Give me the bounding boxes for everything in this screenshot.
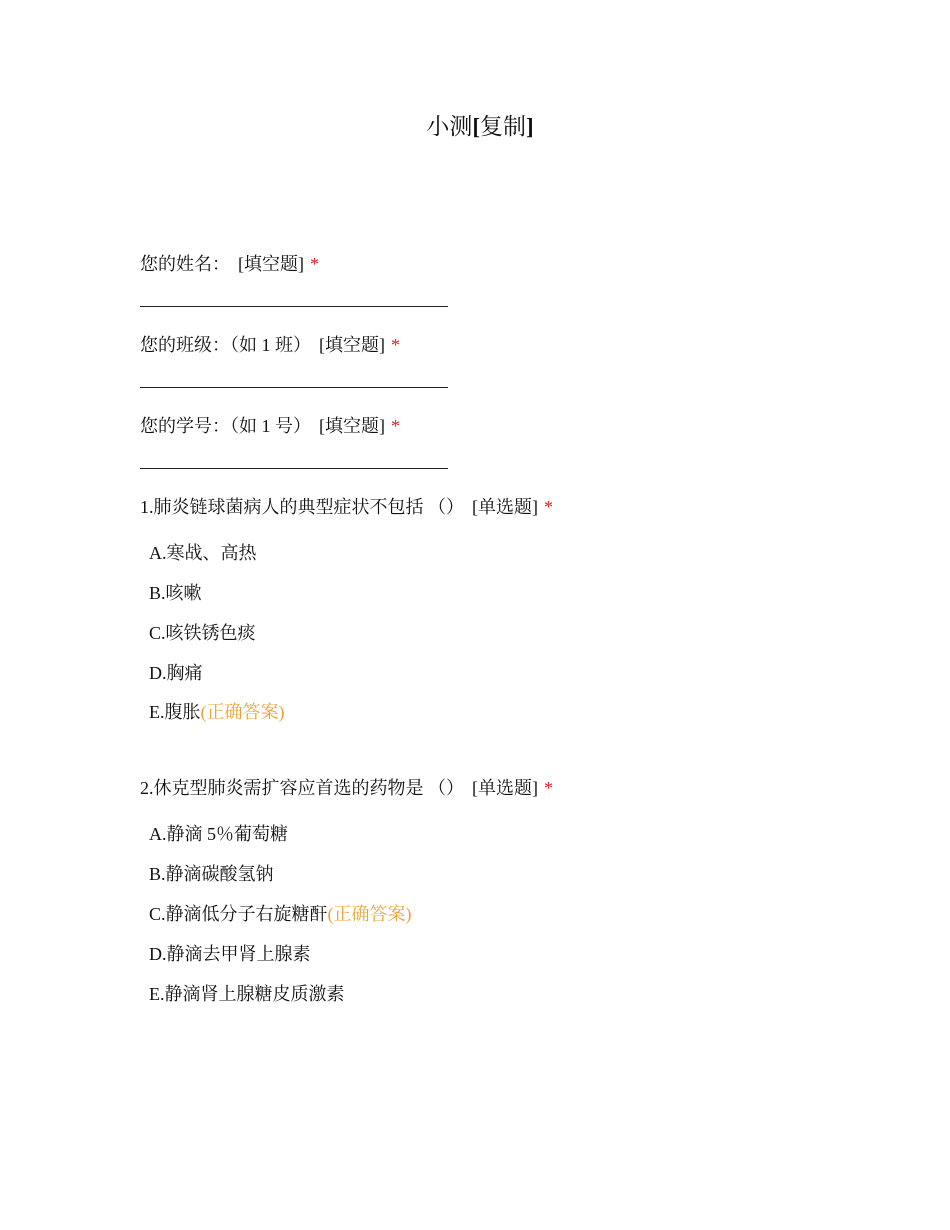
option-1a[interactable]	[149, 541, 257, 565]
option-2b[interactable]	[149, 862, 274, 886]
question-text: 1.肺炎链球菌病人的典型症状不包括 （）	[140, 497, 464, 517]
student-number-input-line[interactable]	[140, 468, 448, 469]
option-1c[interactable]	[149, 621, 256, 645]
question-text: 2.休克型肺炎需扩容应首选的药物是 （）	[140, 778, 464, 798]
correct-answer-tag: (正确答案)	[200, 702, 285, 722]
field-student-number-label	[140, 414, 400, 438]
question-1	[140, 495, 553, 519]
option-label: E.静滴肾上腺糖皮质激素	[149, 984, 345, 1004]
option-label: C.咳铁锈色痰	[149, 623, 256, 643]
name-input-line[interactable]	[140, 306, 448, 307]
option-2d[interactable]	[149, 942, 311, 966]
option-label: B.静滴碳酸氢钠	[149, 864, 274, 884]
field-name-label	[140, 252, 319, 276]
option-label: A.寒战、高热	[149, 543, 257, 563]
field-type-tag: [填空题]	[319, 416, 385, 436]
option-2c[interactable]	[149, 902, 412, 926]
title-bracket-close: ]	[526, 114, 534, 139]
option-1e[interactable]	[149, 700, 285, 724]
field-label: 您的班级：	[140, 335, 230, 355]
field-type-tag: [填空题]	[319, 335, 385, 355]
option-2e[interactable]	[149, 982, 345, 1006]
option-label: A.静滴 5％葡萄糖	[149, 824, 288, 844]
correct-answer-tag: (正确答案)	[327, 904, 412, 924]
required-mark: *	[310, 254, 319, 274]
option-label: E.腹胀	[149, 702, 201, 722]
field-type-tag: [填空题]	[238, 254, 304, 274]
field-hint: （如 1 班）	[230, 335, 311, 355]
question-2	[140, 776, 553, 800]
required-mark: *	[391, 416, 400, 436]
field-label: 您的姓名：	[140, 254, 230, 274]
required-mark: *	[544, 778, 553, 798]
option-1d[interactable]	[149, 661, 203, 685]
required-mark: *	[391, 335, 400, 355]
option-1b[interactable]	[149, 581, 202, 605]
title-bracket-open: [	[472, 114, 480, 139]
option-2a[interactable]	[149, 822, 288, 846]
title-copy-tag: 复制	[480, 114, 526, 139]
page-title	[0, 112, 950, 142]
title-main: 小测	[426, 114, 473, 139]
option-label: C.静滴低分子右旋糖酐	[149, 904, 328, 924]
class-input-line[interactable]	[140, 387, 448, 388]
question-type-tag: [单选题]	[472, 497, 538, 517]
option-label: B.咳嗽	[149, 583, 202, 603]
option-label: D.静滴去甲肾上腺素	[149, 944, 311, 964]
required-mark: *	[544, 497, 553, 517]
field-label: 您的学号：	[140, 416, 230, 436]
question-type-tag: [单选题]	[472, 778, 538, 798]
field-hint: （如 1 号）	[230, 416, 311, 436]
field-class-label	[140, 333, 400, 357]
option-label: D.胸痛	[149, 663, 203, 683]
